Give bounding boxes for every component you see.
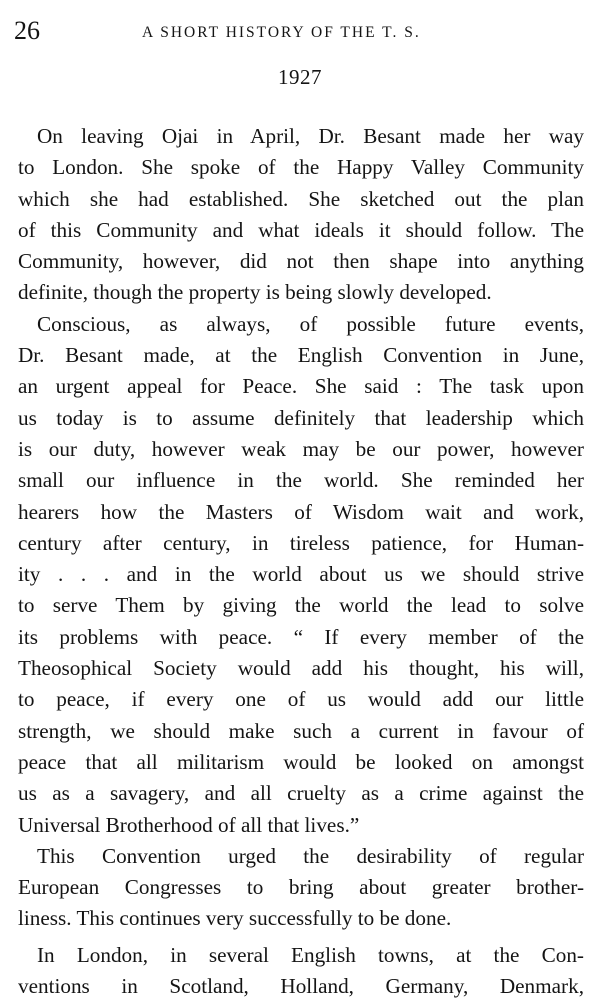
text-line: European Congresses to bring about greater brother- [18,875,584,900]
section-year-heading: 1927 [278,65,322,89]
page-number: 26 [14,16,40,45]
text-line: ity . . . and in the world about us we should strive [18,562,584,587]
page-header [14,14,586,48]
text-line: strength, we should make such a current in favour of [18,718,584,743]
text-line: which she had established. She sketched out the plan [18,186,584,211]
text-line: to peace, if every one of us would add our little [18,687,584,712]
text-line: peace that all militarism would be looked on amongst [18,749,584,774]
text-line: us as a savagery, and all cruelty as a crime against the [18,781,584,806]
text-line: Community, however, did not then shape into anything [18,249,584,274]
text-line: to serve Them by giving the world the lead to solve [18,593,584,618]
text-line: to London. She spoke of the Happy Valley Community [18,155,584,180]
text-line: its problems with peace. “ If every member of the [18,624,584,649]
text-line: definite, though the property is being slowly developed. [18,280,492,305]
text-line: Dr. Besant made, at the English Convention in June, [18,343,584,368]
text-line: liness. This continues very successfully to be done. [18,906,452,931]
text-line: ventions in Scotland, Holland, Germany, Denmark, [18,974,584,999]
text-line: Universal Brotherhood of all that lives.” [18,812,360,837]
text-line: is our duty, however weak may be our power, however [18,436,584,461]
text-line: Theosophical Society would add his thought, his will, [18,656,584,681]
body-text [18,121,584,1002]
text-line: an urgent appeal for Peace. She said : The task upon [18,374,584,399]
text-line: Conscious, as always, of possible future events, [37,311,584,336]
text-line: On leaving Ojai in April, Dr. Besant made her way [37,124,584,148]
text-line: of this Community and what ideals it should follow. The [18,217,584,242]
text-line: small our influence in the world. She reminded her [18,468,584,493]
running-title: A SHORT HISTORY OF THE T. S. [142,24,421,41]
text-line: This Convention urged the desirability of regular [37,843,584,868]
text-line: hearers how the Masters of Wisdom wait and work, [18,499,584,524]
text-line: us today is to assume definitely that leadership which [18,405,584,430]
text-line: century after century, in tireless patience, for Human- [18,530,584,555]
text-line: In London, in several English towns, at the Con- [37,942,584,967]
